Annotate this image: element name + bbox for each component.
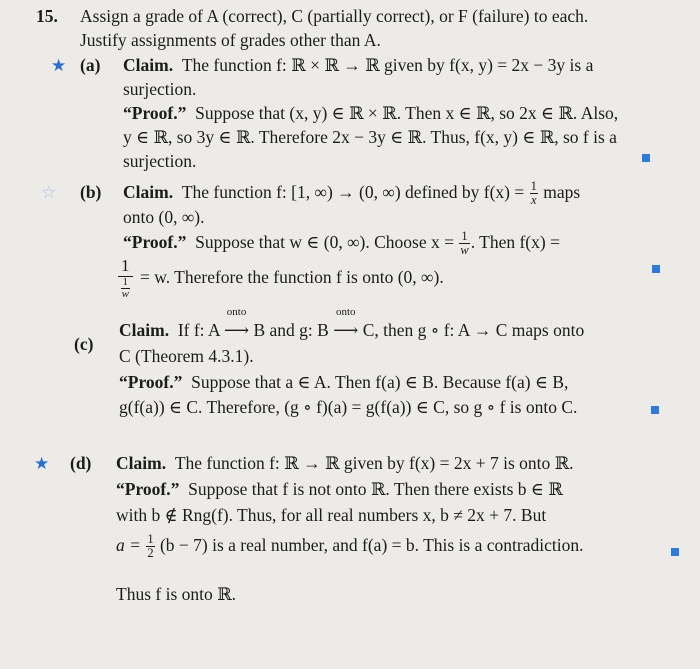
onto-arrow <box>333 306 359 342</box>
part-a-proof-line3: surjection. <box>123 151 197 171</box>
part-a-proof-line1 <box>123 101 618 125</box>
part-b-claim-line2: onto (0, ∞). <box>123 207 205 227</box>
part-b-label: (b) <box>80 182 102 202</box>
fraction-denominator: x <box>530 193 537 208</box>
fraction-numerator: 1 <box>530 179 537 194</box>
star-outline-icon[interactable]: ☆ <box>41 183 57 202</box>
fraction-denominator: w <box>460 243 469 258</box>
onto-arrow <box>224 306 250 342</box>
part-b-claim-maps: maps <box>543 182 581 202</box>
problem-intro-line1: Assign a grade of A (correct), C (partially correct), or F (failure) to each. <box>80 6 589 26</box>
part-c-label: (c) <box>74 334 94 354</box>
part-d-proof-line4: Thus f is onto ℝ. <box>116 584 237 604</box>
part-a-claim-line2: surjection. <box>123 79 197 99</box>
part-b-claim-line1 <box>123 180 580 207</box>
qed-square-icon <box>651 406 659 414</box>
part-b-proof-line2: = w. Therefore the function f is onto (0, ∞). <box>140 267 444 287</box>
part-c-proof-text1: Suppose that a ∈ A. Then f(a) ∈ B. Because f(a) ∈ B, <box>191 372 569 392</box>
qed-square-icon <box>652 265 660 273</box>
fraction-numerator: 1 <box>122 276 128 288</box>
part-d-proof-text3: (b − 7) is a real number, and f(a) = b. This is a contradiction. <box>159 535 584 555</box>
part-c-claim-a: If f: A <box>177 320 220 340</box>
fraction-denominator <box>118 277 133 300</box>
part-d-proof-line1 <box>116 477 563 501</box>
proof-word: “Proof.” <box>123 232 187 252</box>
part-d-proof-line3 <box>116 533 583 560</box>
proof-word: “Proof.” <box>116 479 180 499</box>
fraction-numerator: 1 <box>118 256 133 277</box>
part-c-claim-b: B and g: B <box>253 320 329 340</box>
star-icon[interactable]: ★ <box>34 454 50 473</box>
qed-square-icon <box>671 548 679 556</box>
problem-intro-line2: Justify assignments of grades other than A. <box>80 30 381 50</box>
part-c-proof-line1 <box>119 370 568 394</box>
part-d-claim-text: The function f: ℝ → ℝ given by f(x) = 2x + 7 is onto ℝ. <box>174 453 574 473</box>
star-icon[interactable]: ★ <box>51 56 67 75</box>
fraction-numerator: 1 <box>459 230 469 244</box>
fraction-numerator: 1 <box>147 532 154 547</box>
inner-fraction <box>121 277 130 300</box>
proof-word: “Proof.” <box>119 372 183 392</box>
part-b-proof-text1: Suppose that w ∈ (0, ∞). Choose x = <box>195 232 454 252</box>
part-d-proof-text1: Suppose that f is not onto ℝ. Then there exists b ∈ ℝ <box>188 479 563 499</box>
compound-fraction <box>118 256 133 300</box>
fraction <box>146 533 154 560</box>
part-c-claim-line1 <box>119 306 585 342</box>
claim-word: Claim. <box>116 453 167 473</box>
fraction-denominator: 2 <box>147 546 154 561</box>
part-b-proof-line1 <box>123 230 560 257</box>
part-d-a-equals: a = <box>116 535 141 555</box>
qed-square-icon <box>642 154 650 162</box>
part-c-claim-line2: C (Theorem 4.3.1). <box>119 346 254 366</box>
part-d-label: (d) <box>70 453 92 473</box>
proof-word: “Proof.” <box>123 103 187 123</box>
fraction <box>530 180 538 207</box>
claim-word: Claim. <box>123 55 174 75</box>
part-c-proof-line2: g(f(a)) ∈ C. Therefore, (g ∘ f)(a) = g(f(a)) ∈ C, so g ∘ f is onto C. <box>119 397 578 417</box>
fraction <box>459 230 469 257</box>
part-b-proof-then: . Then f(x) = <box>470 232 560 252</box>
part-a-proof-line2: y ∈ ℝ, so 3y ∈ ℝ. Therefore 2x − 3y ∈ ℝ. Thus, f(x, y) ∈ ℝ, so f is a <box>123 127 617 147</box>
part-c-claim-c: C, then g ∘ f: A → C maps onto <box>362 320 585 340</box>
problem-number: 15. <box>36 6 58 26</box>
part-d-proof-line2: with b ∉ Rng(f). Thus, for all real numbers x, b ≠ 2x + 7. But <box>116 505 547 525</box>
claim-word: Claim. <box>119 320 170 340</box>
onto-label: onto <box>335 306 356 318</box>
onto-label: onto <box>226 306 247 318</box>
long-arrow-icon: ⟶ <box>333 320 359 340</box>
part-a-claim-line1 <box>123 53 593 77</box>
part-a-claim-text: The function f: ℝ × ℝ → ℝ given by f(x, y) = 2x − 3y is a <box>181 55 594 75</box>
part-d-claim-line1 <box>116 451 574 475</box>
claim-word: Claim. <box>123 182 174 202</box>
part-a-proof-text1: Suppose that (x, y) ∈ ℝ × ℝ. Then x ∈ ℝ, so 2x ∈ ℝ. Also, <box>195 103 619 123</box>
part-a-label: (a) <box>80 55 101 75</box>
fraction-denominator: w <box>121 288 129 300</box>
part-b-claim-text: The function f: [1, ∞) → (0, ∞) defined by f(x) = <box>181 182 525 202</box>
long-arrow-icon: ⟶ <box>224 320 250 340</box>
